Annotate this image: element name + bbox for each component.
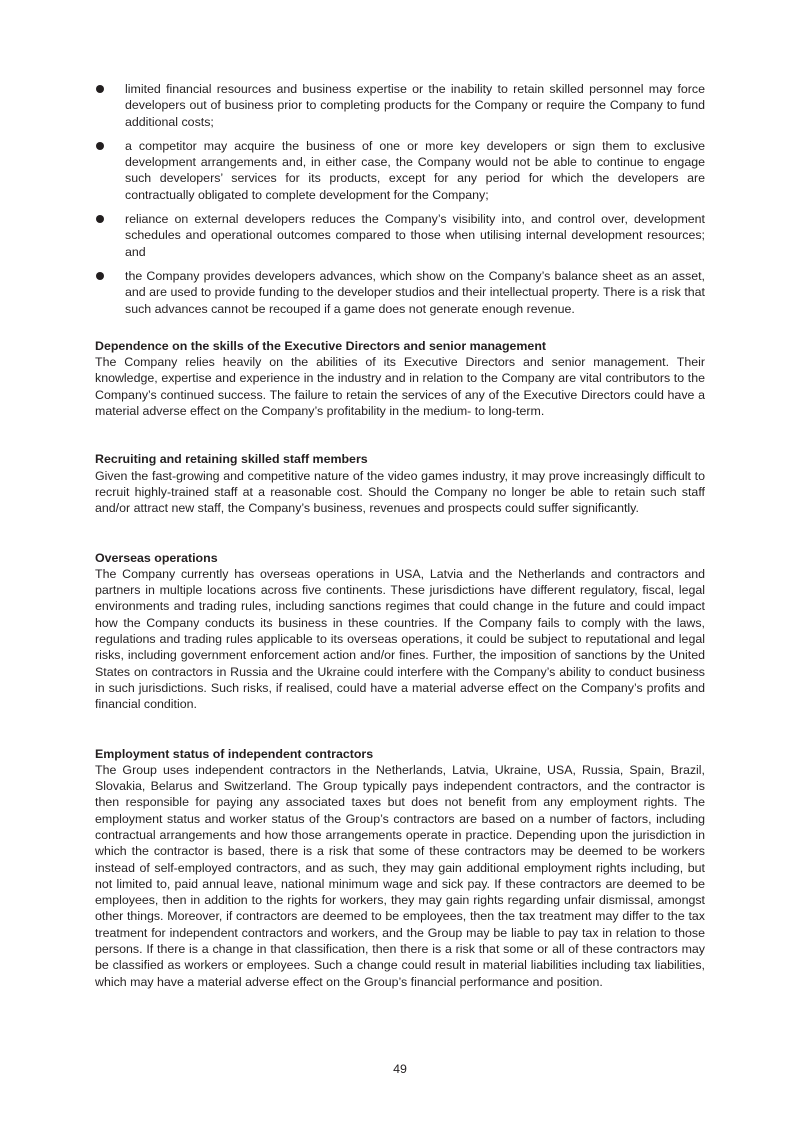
bullet-item (95, 138, 705, 203)
section-executive-directors (95, 338, 705, 419)
bullet-item (95, 268, 705, 317)
bullet-list (95, 81, 705, 317)
bullet-dot-icon (96, 85, 104, 93)
page-content (95, 81, 705, 990)
section-paragraph: The Company relies heavily on the abilities of its Executive Directors and senior management. Their knowledge, expertise and experience in the industry and in relation to the Company are vital contributors to the Company’s continued success. The failure to retain the services of any of the Executive Directors could have a material adverse effect on the Company’s profitability in the medium- to long-term. (95, 355, 705, 419)
section-paragraph: Given the fast-growing and competitive nature of the video games industry, it may prove increasingly difficult to recruit highly-trained staff at a reasonable cost. Should the Company no longer be able to retain such staff and/or attract new staff, the Company’s business, revenues and prospects could suffer significantly. (95, 468, 705, 516)
section-heading: Dependence on the skills of the Executive Directors and senior management (95, 338, 547, 353)
bullet-text: a competitor may acquire the business of one or more key developers or sign them to exclusive development arrangements and, in either case, the Company would not be able to continue to engage such developers’ services for its products, except for any period for which the developers are contractually obligated to complete development for the Company; (125, 138, 705, 202)
section-independent-contractors (95, 746, 705, 990)
bullet-text: limited financial resources and business expertise or the inability to retain skilled personnel may force developers out of business prior to completing products for the Company or require the Company to fund additional costs; (125, 82, 705, 129)
bullet-item (95, 211, 705, 260)
bullet-dot-icon (96, 272, 104, 280)
bullet-dot-icon (96, 142, 104, 150)
page-number: 49 (393, 1062, 407, 1076)
bullet-text: the Company provides developers advances, which show on the Company’s balance sheet as an asset, and are used to provide funding to the developer studios and their intellectual property. There is a risk that such advances cannot be recouped if a game does not generate enough revenue. (125, 268, 705, 316)
bullet-item (95, 81, 705, 130)
section-heading: Overseas operations (95, 550, 218, 565)
section-heading: Employment status of independent contractors (95, 746, 374, 761)
bullet-dot-icon (96, 215, 104, 223)
section-paragraph: The Company currently has overseas operations in USA, Latvia and the Netherlands and contractors and partners in multiple locations across five continents. These jurisdictions have different regulatory, fiscal, legal environments and trading rules, including sanctions regimes that could change in the future and could impact how the Company conducts its business in these countries. If the Company fails to comply with the laws, regulations and trading rules applicable to its overseas operations, it could be subject to reputational and legal risks, including government enforcement action and/or fines. Further, the imposition of sanctions by the United States on contractors in Russia and the Ukraine could interfere with the Company’s ability to conduct business in such jurisdictions. Such risks, if realised, could have a material adverse effect on the Company’s profits and financial condition. (95, 566, 705, 712)
section-heading: Recruiting and retaining skilled staff members (95, 452, 368, 467)
section-skilled-staff (95, 451, 705, 516)
section-overseas-operations (95, 550, 705, 713)
section-paragraph: The Group uses independent contractors in the Netherlands, Latvia, Ukraine, USA, Russia, Spain, Brazil, Slovakia, Belarus and Switzerland. The Group typically pays independent contractors, and the contractor is then responsible for paying any associated taxes but does not benefit from any employment rights. The employment status and worker status of the Group’s contractors are based on a number of factors, including contractual arrangements and how those arrangements operate in practice. Depending upon the jurisdiction in which the contractor is based, there is a risk that some of these contractors may be deemed to be workers instead of self-employed contractors, and as such, they may gain additional employment rights including, but not limited to, paid annual leave, national minimum wage and sick pay. If these contractors are deemed to be employees, then in addition to the rights for workers, they may gain rights regarding unfair dismissal, amongst other things. Moreover, if contractors are deemed to be employees, then the tax treatment may differ to the tax treatment for independent contractors and workers, and the Group may be liable to pay tax in relation to those persons. If there is a change in that classification, then there is a risk that some or all of these contractors may be classified as workers or employees. Such a change could result in material liabilities including tax liabilities, which may have a material adverse effect on the Group’s financial performance and position. (95, 762, 705, 989)
bullet-text: reliance on external developers reduces the Company’s visibility into, and control over, development schedules and operational outcomes compared to those when utilising internal development resources; and (125, 212, 705, 259)
